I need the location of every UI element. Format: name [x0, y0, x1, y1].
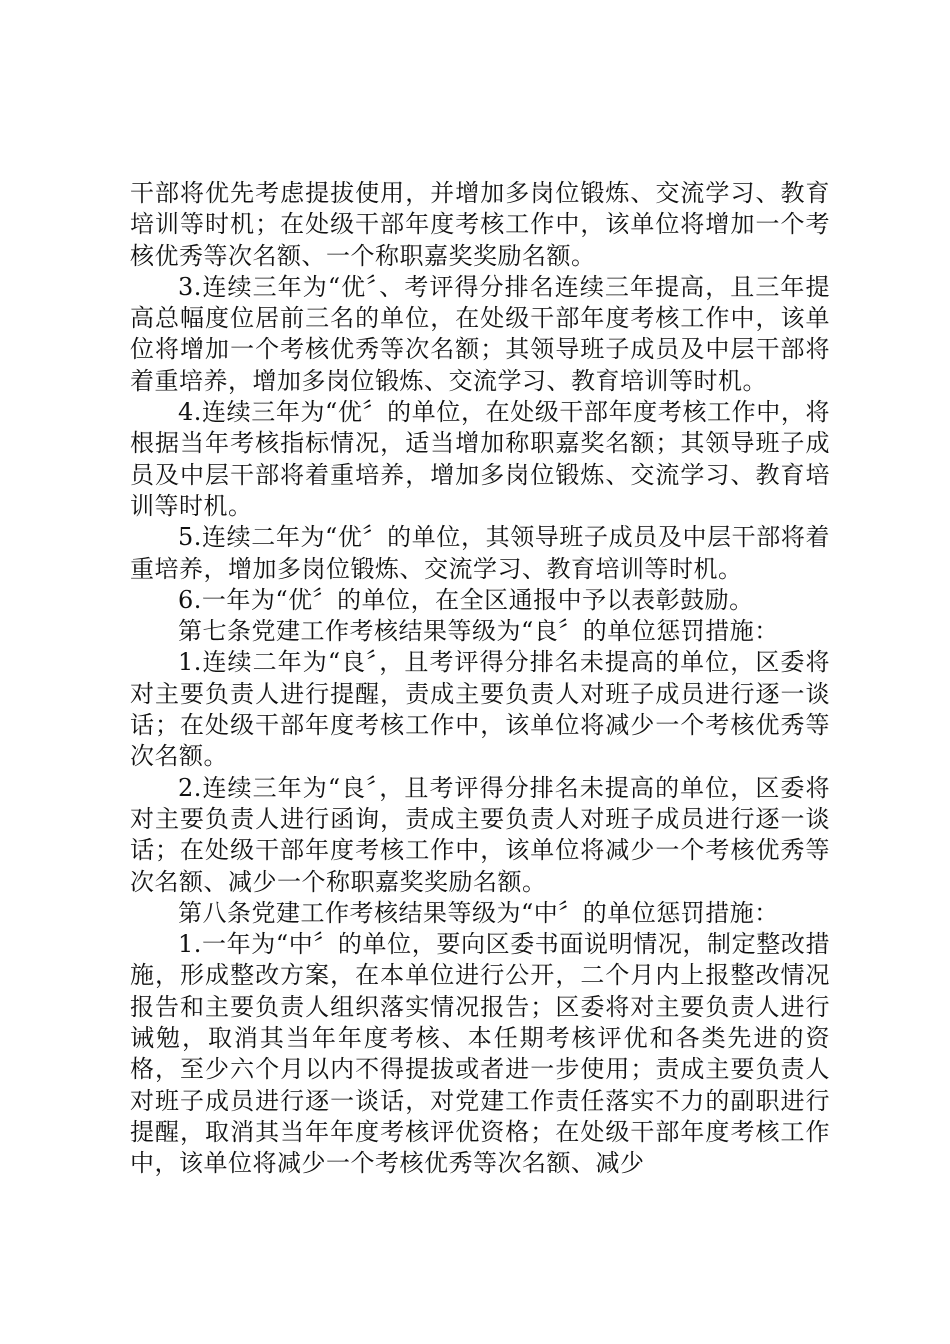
paragraph-article-7-item-2: 2.连续三年为“良〞，且考评得分排名未提高的单位，区委将对主要负责人进行函询，责成主要负责人对班子成员进行逐一谈话；在处级干部年度考核工作中，该单位将减少一个考核优秀等次名额、减少一个称职嘉奖奖励名额。: [130, 773, 830, 896]
paragraph-item-5: 5.连续二年为“优〞的单位，其领导班子成员及中层干部将着重培养，增加多岗位锻炼、交流学习、教育培训等时机。: [130, 523, 830, 583]
article-7-heading: 第七条党建工作考核结果等级为“良〞的单位惩罚措施：: [178, 617, 779, 646]
paragraph-item-3: 3.连续三年为“优〞、考评得分排名连续三年提高，且三年提高总幅度位居前三名的单位，在处级干部年度考核工作中，该单位将增加一个考核优秀等次名额；其领导班子成员及中层干部将着重培养，增加多岗位锻炼、交流学习、教育培训等时机。: [130, 272, 830, 395]
paragraph-item-6: 6.一年为“优〞的单位，在全区通报中予以表彰鼓励。: [178, 585, 754, 614]
paragraph-article-8-item-1: 1.一年为“中〞的单位，要向区委书面说明情况，制定整改措施，形成整改方案，在本单位进行公开，二个月内上报整改情况报告和主要负责人组织落实情况报告；区委将对主要负责人进行诫勉，取消其当年年度考核、本任期考核评优和各类先进的资格，至少六个月以内不得提拔或者进一步使用；责成主要负责人对班子成员进行逐一谈话，对党建工作责任落实不力的副职进行提醒，取消其当年年度考核评优资格；在处级干部年度考核工作中，该单位将减少一个考核优秀等次名额、减少: [130, 930, 830, 1178]
document-body: [130, 178, 830, 1180]
paragraph-article-7-item-1: 1.连续二年为“良〞，且考评得分排名未提高的单位，区委将对主要负责人进行提醒，责成主要负责人对班子成员进行逐一谈话；在处级干部年度考核工作中，该单位将减少一个考核优秀等次名额。: [130, 648, 830, 771]
paragraph-continuation: 干部将优先考虑提拔使用，并增加多岗位锻炼、交流学习、教育培训等时机；在处级干部年度考核工作中，该单位将增加一个考核优秀等次名额、一个称职嘉奖奖励名额。: [130, 179, 830, 270]
article-8-heading: 第八条党建工作考核结果等级为“中〞的单位惩罚措施：: [178, 898, 779, 927]
paragraph-item-4: 4.连续三年为“优〞的单位，在处级干部年度考核工作中，将根据当年考核指标情况，适当增加称职嘉奖名额；其领导班子成员及中层干部将着重培养，增加多岗位锻炼、交流学习、教育培训等时机。: [130, 398, 830, 520]
